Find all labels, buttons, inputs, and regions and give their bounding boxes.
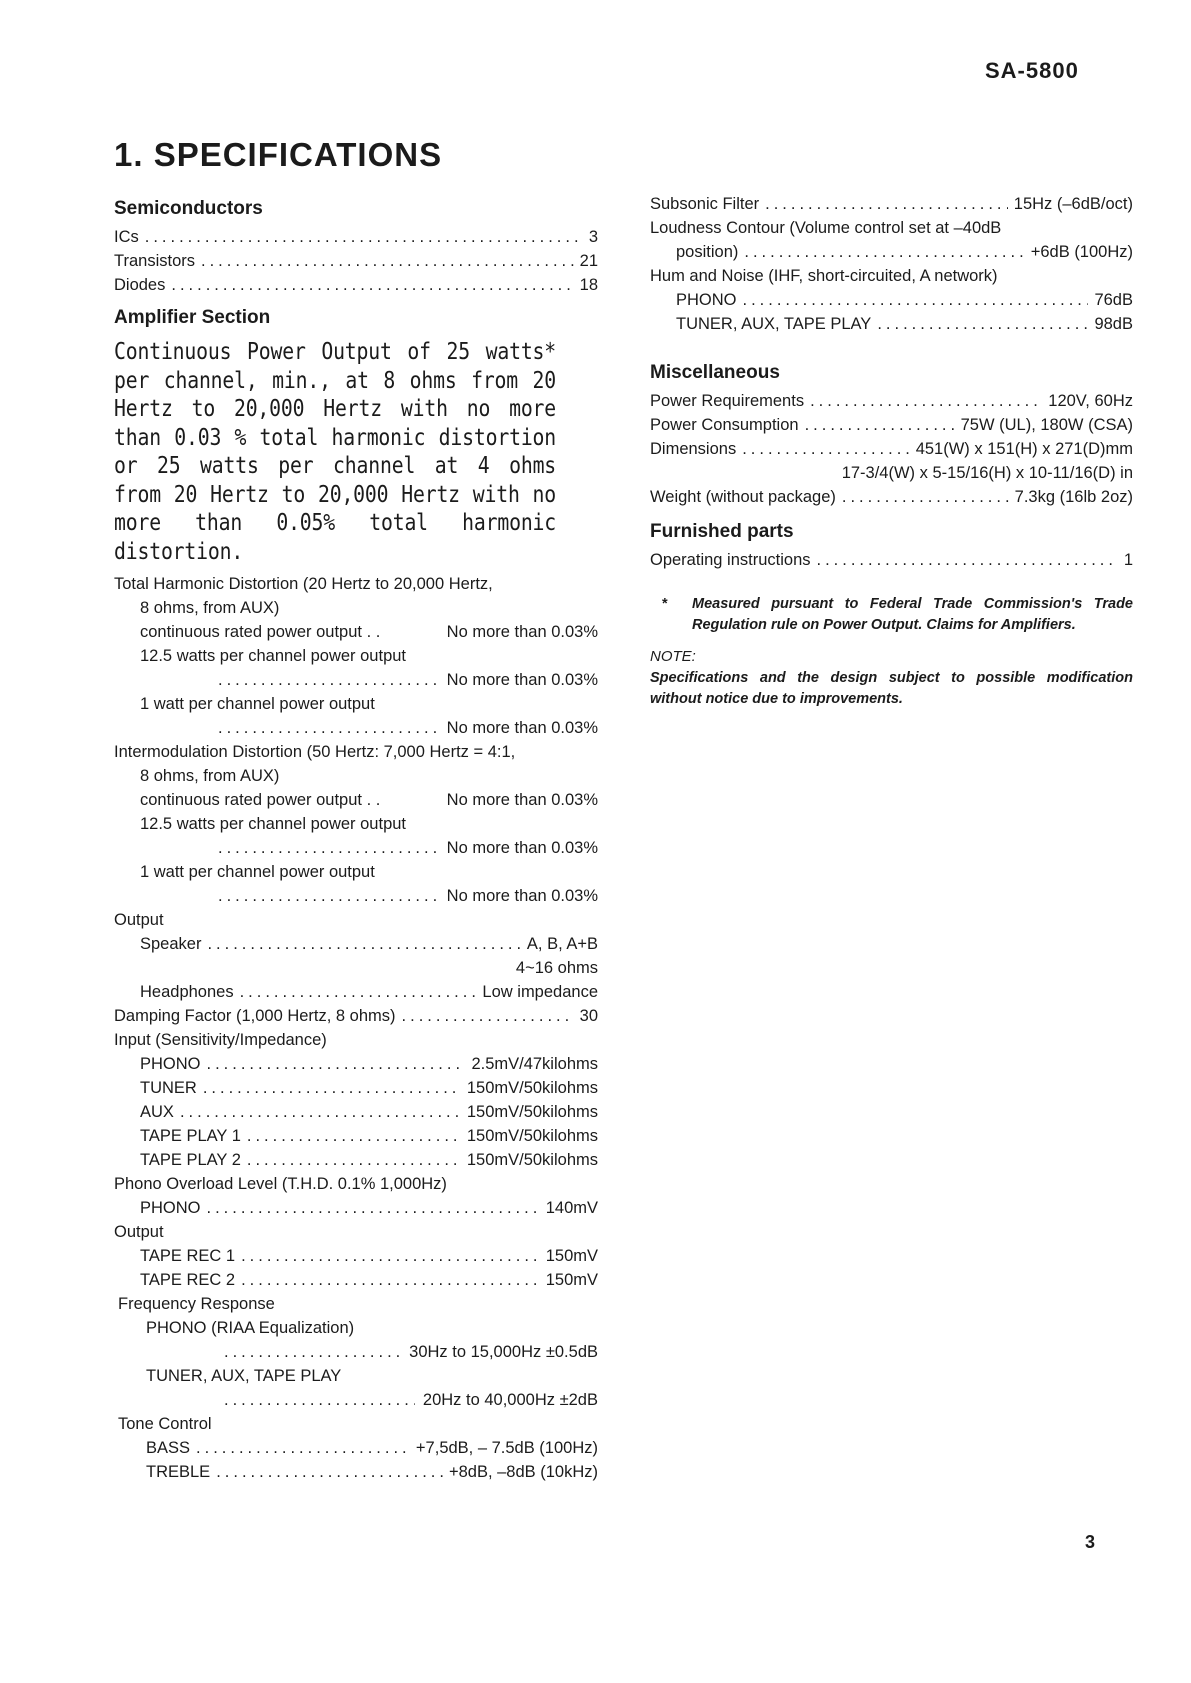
spec-label: PHONO	[140, 1199, 201, 1217]
imd-one-row	[114, 884, 598, 908]
dimensions-imperial: 17-3/4(W) x 5-15/16(H) x 10-11/16(D) in	[841, 464, 1133, 482]
spec-value: 30Hz to 15,000Hz ±0.5dB	[409, 1343, 598, 1361]
frequency-response-title: Frequency Response	[118, 1295, 275, 1313]
tone-treble-row	[114, 1460, 598, 1484]
input-row-tape-play-1	[114, 1124, 598, 1148]
damping-row	[114, 1004, 598, 1028]
thd-continuous-row	[114, 620, 598, 644]
spec-value: No more than 0.03%	[446, 719, 598, 737]
operating-instructions-row	[650, 548, 1133, 572]
spec-label: Subsonic Filter	[650, 195, 760, 213]
leader-dots	[805, 413, 955, 437]
freq-tuner-label: TUNER, AUX, TAPE PLAY	[146, 1367, 342, 1385]
leader-dots	[218, 884, 439, 908]
leader-dots	[180, 1100, 461, 1124]
leader-dots	[203, 1076, 461, 1100]
section-heading-semiconductors: Semiconductors	[114, 198, 263, 219]
spec-value: 98dB	[1094, 315, 1133, 333]
phono-overload-title: Phono Overload Level (T.H.D. 0.1% 1,000Hz)	[114, 1175, 447, 1193]
spec-value: 150mV/50kilohms	[466, 1151, 598, 1169]
input-row-tape-play-2	[114, 1148, 598, 1172]
spec-value: No more than 0.03%	[446, 887, 598, 905]
spec-value: No more than 0.03%	[446, 791, 598, 809]
spec-value: 451(W) x 151(H) x 271(D)mm	[915, 440, 1133, 458]
spec-label: ICs	[114, 228, 139, 246]
spec-label: Operating instructions	[650, 551, 811, 569]
imd-title-cont: 8 ohms, from AUX)	[140, 767, 280, 785]
spec-value: 120V, 60Hz	[1048, 392, 1133, 410]
spec-row-diodes	[114, 273, 598, 297]
leader-dots	[240, 980, 477, 1004]
spec-label: TAPE PLAY 2	[140, 1151, 241, 1169]
leader-dots	[207, 1196, 540, 1220]
leader-dots	[743, 288, 1089, 312]
hum-noise-title: Hum and Noise (IHF, short-circuited, A network)	[650, 267, 998, 285]
subsonic-row	[650, 192, 1133, 216]
page-number: 3	[1085, 1532, 1096, 1552]
footnote-mark: *	[662, 596, 668, 612]
tone-control-title: Tone Control	[118, 1415, 212, 1433]
page-title: 1. SPECIFICATIONS	[114, 136, 443, 173]
imd-half-row	[114, 836, 598, 860]
note-text: Specifications and the design subject to possible modification without notice due to improvements.	[650, 670, 1133, 707]
spec-label: Dimensions	[650, 440, 737, 458]
spec-label: Headphones	[140, 983, 234, 1001]
spec-label: Transistors	[114, 252, 195, 270]
power-consumption-row	[650, 413, 1133, 437]
spec-label: TUNER	[140, 1079, 197, 1097]
spec-label: TUNER, AUX, TAPE PLAY	[676, 315, 872, 333]
spec-value: A, B, A+B	[526, 935, 598, 953]
output2-title: Output	[114, 1223, 164, 1241]
spec-value: No more than 0.03%	[446, 623, 598, 641]
tone-bass-row	[114, 1436, 598, 1460]
hum-tuner-row	[650, 312, 1133, 336]
speaker-row	[114, 932, 598, 956]
spec-value: 15Hz (–6dB/oct)	[1013, 195, 1133, 213]
spec-value: 140mV	[545, 1199, 598, 1217]
leader-dots	[765, 192, 1008, 216]
imd-one-label: 1 watt per channel power output	[140, 863, 375, 881]
imd-title: Intermodulation Distortion (50 Hertz: 7,000 Hertz = 4:1,	[114, 743, 516, 761]
leader-dots	[817, 548, 1118, 572]
spec-value: 75W (UL), 180W (CSA)	[960, 416, 1133, 434]
input-title: Input (Sensitivity/Impedance)	[114, 1031, 327, 1049]
spec-row-transistors	[114, 249, 598, 273]
dimensions-row	[650, 437, 1133, 461]
footnote	[650, 594, 1133, 636]
leader-dots	[207, 1052, 466, 1076]
leader-dots	[171, 273, 573, 297]
spec-label: continuous rated power output . .	[140, 791, 381, 809]
leader-dots	[247, 1148, 461, 1172]
freq-tuner-row	[114, 1388, 598, 1412]
tape-rec-2-row	[114, 1268, 598, 1292]
headphones-row	[114, 980, 598, 1004]
thd-half-label: 12.5 watts per channel power output	[140, 647, 407, 665]
spec-label: TAPE REC 2	[140, 1271, 236, 1289]
spec-value: No more than 0.03%	[446, 671, 598, 689]
phono-overload-row	[114, 1196, 598, 1220]
spec-value: 7.3kg (16lb 2oz)	[1014, 488, 1133, 506]
spec-label: Weight (without package)	[650, 488, 836, 506]
spec-value: 150mV	[545, 1247, 598, 1265]
leader-dots	[224, 1388, 415, 1412]
thd-one-label: 1 watt per channel power output	[140, 695, 375, 713]
leader-dots	[218, 836, 439, 860]
spec-label: TAPE PLAY 1	[140, 1127, 241, 1145]
imd-half-label: 12.5 watts per channel power output	[140, 815, 407, 833]
power-requirements-row	[650, 389, 1133, 413]
spec-value: +8dB, –8dB (10kHz)	[448, 1463, 598, 1481]
leader-dots	[218, 716, 439, 740]
spec-label: Diodes	[114, 276, 166, 294]
thd-title: Total Harmonic Distortion (20 Hertz to 20,000 Hertz,	[114, 575, 493, 593]
spec-row-ics	[114, 225, 598, 249]
spec-value: 20Hz to 40,000Hz ±2dB	[422, 1391, 598, 1409]
leader-dots	[241, 1268, 540, 1292]
spec-value: 76dB	[1094, 291, 1133, 309]
spec-value: 3	[588, 228, 598, 246]
thd-one-row	[114, 716, 598, 740]
spec-value: 1	[1123, 551, 1133, 569]
leader-dots	[201, 249, 574, 273]
spec-label: TAPE REC 1	[140, 1247, 236, 1265]
spec-value: Low impedance	[482, 983, 598, 1001]
spec-label: Power Requirements	[650, 392, 805, 410]
leader-dots	[402, 1004, 574, 1028]
output-title: Output	[114, 911, 164, 929]
input-row-tuner	[114, 1076, 598, 1100]
weight-row	[650, 485, 1133, 509]
leader-dots	[218, 668, 439, 692]
spec-label: AUX	[140, 1103, 174, 1121]
spec-label: TREBLE	[146, 1463, 211, 1481]
section-heading-miscellaneous: Miscellaneous	[650, 362, 780, 383]
spec-value: 18	[579, 276, 598, 294]
left-column	[114, 194, 598, 1484]
spec-label: PHONO	[676, 291, 737, 309]
loudness-row	[650, 240, 1133, 264]
spec-label: Power Consumption	[650, 416, 799, 434]
note-heading: NOTE:	[650, 648, 696, 665]
power-output-statement: Continuous Power Output of 25 watts* per channel, min., at 8 ohms from 20 Hertz to 20,000 Hertz with no more than 0.03 % total harmonic distortion or 25 watts per channel at 4 ohms from 20 Hertz to 20,000 Hertz with no more than 0.05% total harmonic distortion.	[114, 339, 557, 565]
freq-phono-label: PHONO (RIAA Equalization)	[146, 1319, 355, 1337]
right-column	[650, 192, 1133, 710]
leader-dots	[742, 437, 910, 461]
spec-label: PHONO	[140, 1055, 201, 1073]
thd-title-cont: 8 ohms, from AUX)	[140, 599, 280, 617]
input-row-phono	[114, 1052, 598, 1076]
leader-dots	[842, 485, 1009, 509]
leader-dots	[196, 1436, 410, 1460]
footnote-text: Measured pursuant to Federal Trade Commission's Trade Regulation rule on Power Output. Claims for Amplifiers.	[692, 596, 1133, 633]
leader-dots	[247, 1124, 461, 1148]
leader-dots	[241, 1244, 540, 1268]
section-heading-furnished-parts: Furnished parts	[650, 521, 794, 542]
spec-value: No more than 0.03%	[446, 839, 598, 857]
leader-dots	[877, 312, 1088, 336]
spec-label: continuous rated power output . .	[140, 623, 381, 641]
spec-value: 150mV	[545, 1271, 598, 1289]
leader-dots	[145, 225, 583, 249]
thd-half-row	[114, 668, 598, 692]
leader-dots	[810, 389, 1042, 413]
input-row-aux	[114, 1100, 598, 1124]
speaker-impedance: 4~16 ohms	[515, 959, 598, 977]
leader-dots	[207, 932, 520, 956]
spec-value: 21	[579, 252, 598, 270]
spec-label: position)	[676, 243, 739, 261]
spec-label: Damping Factor (1,000 Hertz, 8 ohms)	[114, 1007, 396, 1025]
imd-continuous-row	[114, 788, 598, 812]
spec-value: 30	[579, 1007, 598, 1025]
spec-value: 150mV/50kilohms	[466, 1103, 598, 1121]
spec-label: Speaker	[140, 935, 202, 953]
section-heading-amplifier: Amplifier Section	[114, 307, 271, 328]
leader-dots	[744, 240, 1024, 264]
tape-rec-1-row	[114, 1244, 598, 1268]
spec-label: BASS	[146, 1439, 191, 1457]
model-number: SA-5800	[985, 58, 1079, 83]
loudness-title: Loudness Contour (Volume control set at –40dB	[650, 219, 1002, 237]
leader-dots	[224, 1340, 401, 1364]
spec-value: 2.5mV/47kilohms	[471, 1055, 598, 1073]
freq-phono-row	[114, 1340, 598, 1364]
spec-value: 150mV/50kilohms	[466, 1079, 598, 1097]
spec-value: +6dB (100Hz)	[1030, 243, 1133, 261]
spec-value: 150mV/50kilohms	[466, 1127, 598, 1145]
spec-value: +7,5dB, – 7.5dB (100Hz)	[415, 1439, 598, 1457]
leader-dots	[216, 1460, 443, 1484]
hum-phono-row	[650, 288, 1133, 312]
